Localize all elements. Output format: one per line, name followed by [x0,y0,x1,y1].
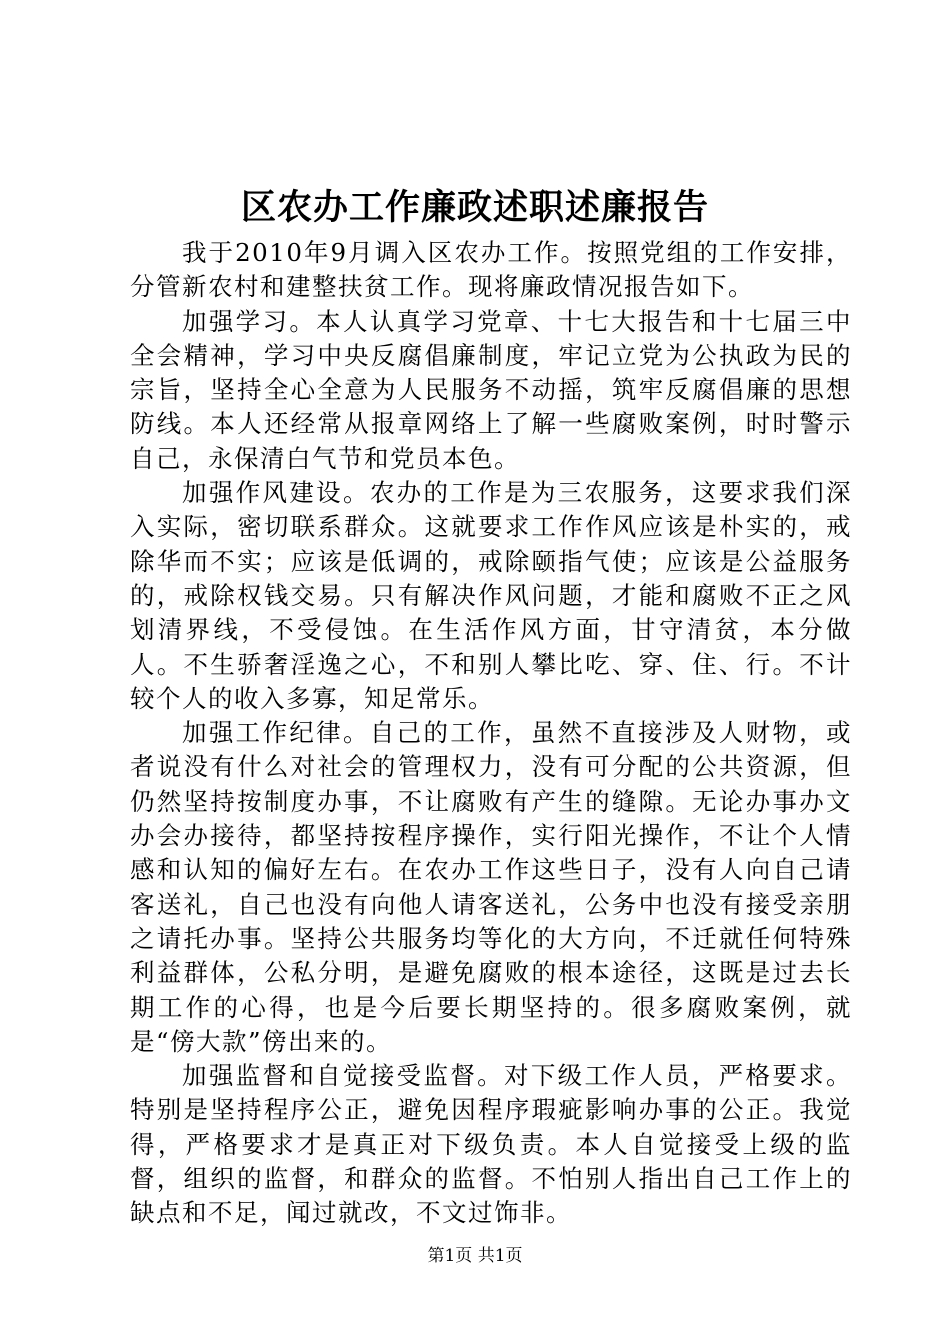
paragraph-work-style: 加强作风建设。农办的工作是为三农服务，这要求我们深入实际，密切联系群众。这就要求工作作风应该是朴实的，戒除华而不实；应该是低调的，戒除颐指气使；应该是公益服务的，戒除权钱交易。只有解决作风问题，才能和腐败不正之风划清界线，不受侵蚀。在生活作风方面，甘守清贫，本分做人。不生骄奢淫逸之心，不和别人攀比吃、穿、住、行。不计较个人的收入多寡，知足常乐。 [130,478,852,713]
page-number-footer: 第1页 共1页 [427,1246,523,1266]
page-title: 区农办工作廉政述职述廉报告 [240,187,709,228]
paragraph-supervision: 加强监督和自觉接受监督。对下级工作人员，严格要求。特别是坚持程序公正，避免因程序瑕疵影响办事的公正。我觉得，严格要求才是真正对下级负责。本人自觉接受上级的监督，组织的监督，和群众的监督。不怕别人指出自己工作上的缺点和不足，闻过就改，不文过饰非。 [130,1061,852,1228]
paragraph-study: 加强学习。本人认真学习党章、十七大报告和十七届三中全会精神，学习中央反腐倡廉制度，牢记立党为公执政为民的宗旨，坚持全心全意为人民服务不动摇，筑牢反腐倡廉的思想防线。本人还经常从报章网络上了解一些腐败案例，时时警示自己，永保清白气节和党员本色。 [130,306,852,473]
paragraph-discipline: 加强工作纪律。自己的工作，虽然不直接涉及人财物，或者说没有什么对社会的管理权力，没有可分配的公共资源，但仍然坚持按制度办事，不让腐败有产生的缝隙。无论办事办文办会办接待，都坚持按程序操作，实行阳光操作，不让个人情感和认知的偏好左右。在农办工作这些日子，没有人向自己请客送礼，自己也没有向他人请客送礼，公务中也没有接受亲朋之请托办事。坚持公共服务均等化的大方向，不迁就任何特殊利益群体，公私分明，是避免腐败的根本途径，这既是过去长期工作的心得，也是今后要长期坚持的。很多腐败案例，就是“傍大款”傍出来的。 [130,718,852,1056]
document-body [130,236,852,1231]
paragraph-intro: 我于2010年9月调入区农办工作。按照党组的工作安排，分管新农村和建整扶贫工作。现将廉政情况报告如下。 [130,238,852,302]
